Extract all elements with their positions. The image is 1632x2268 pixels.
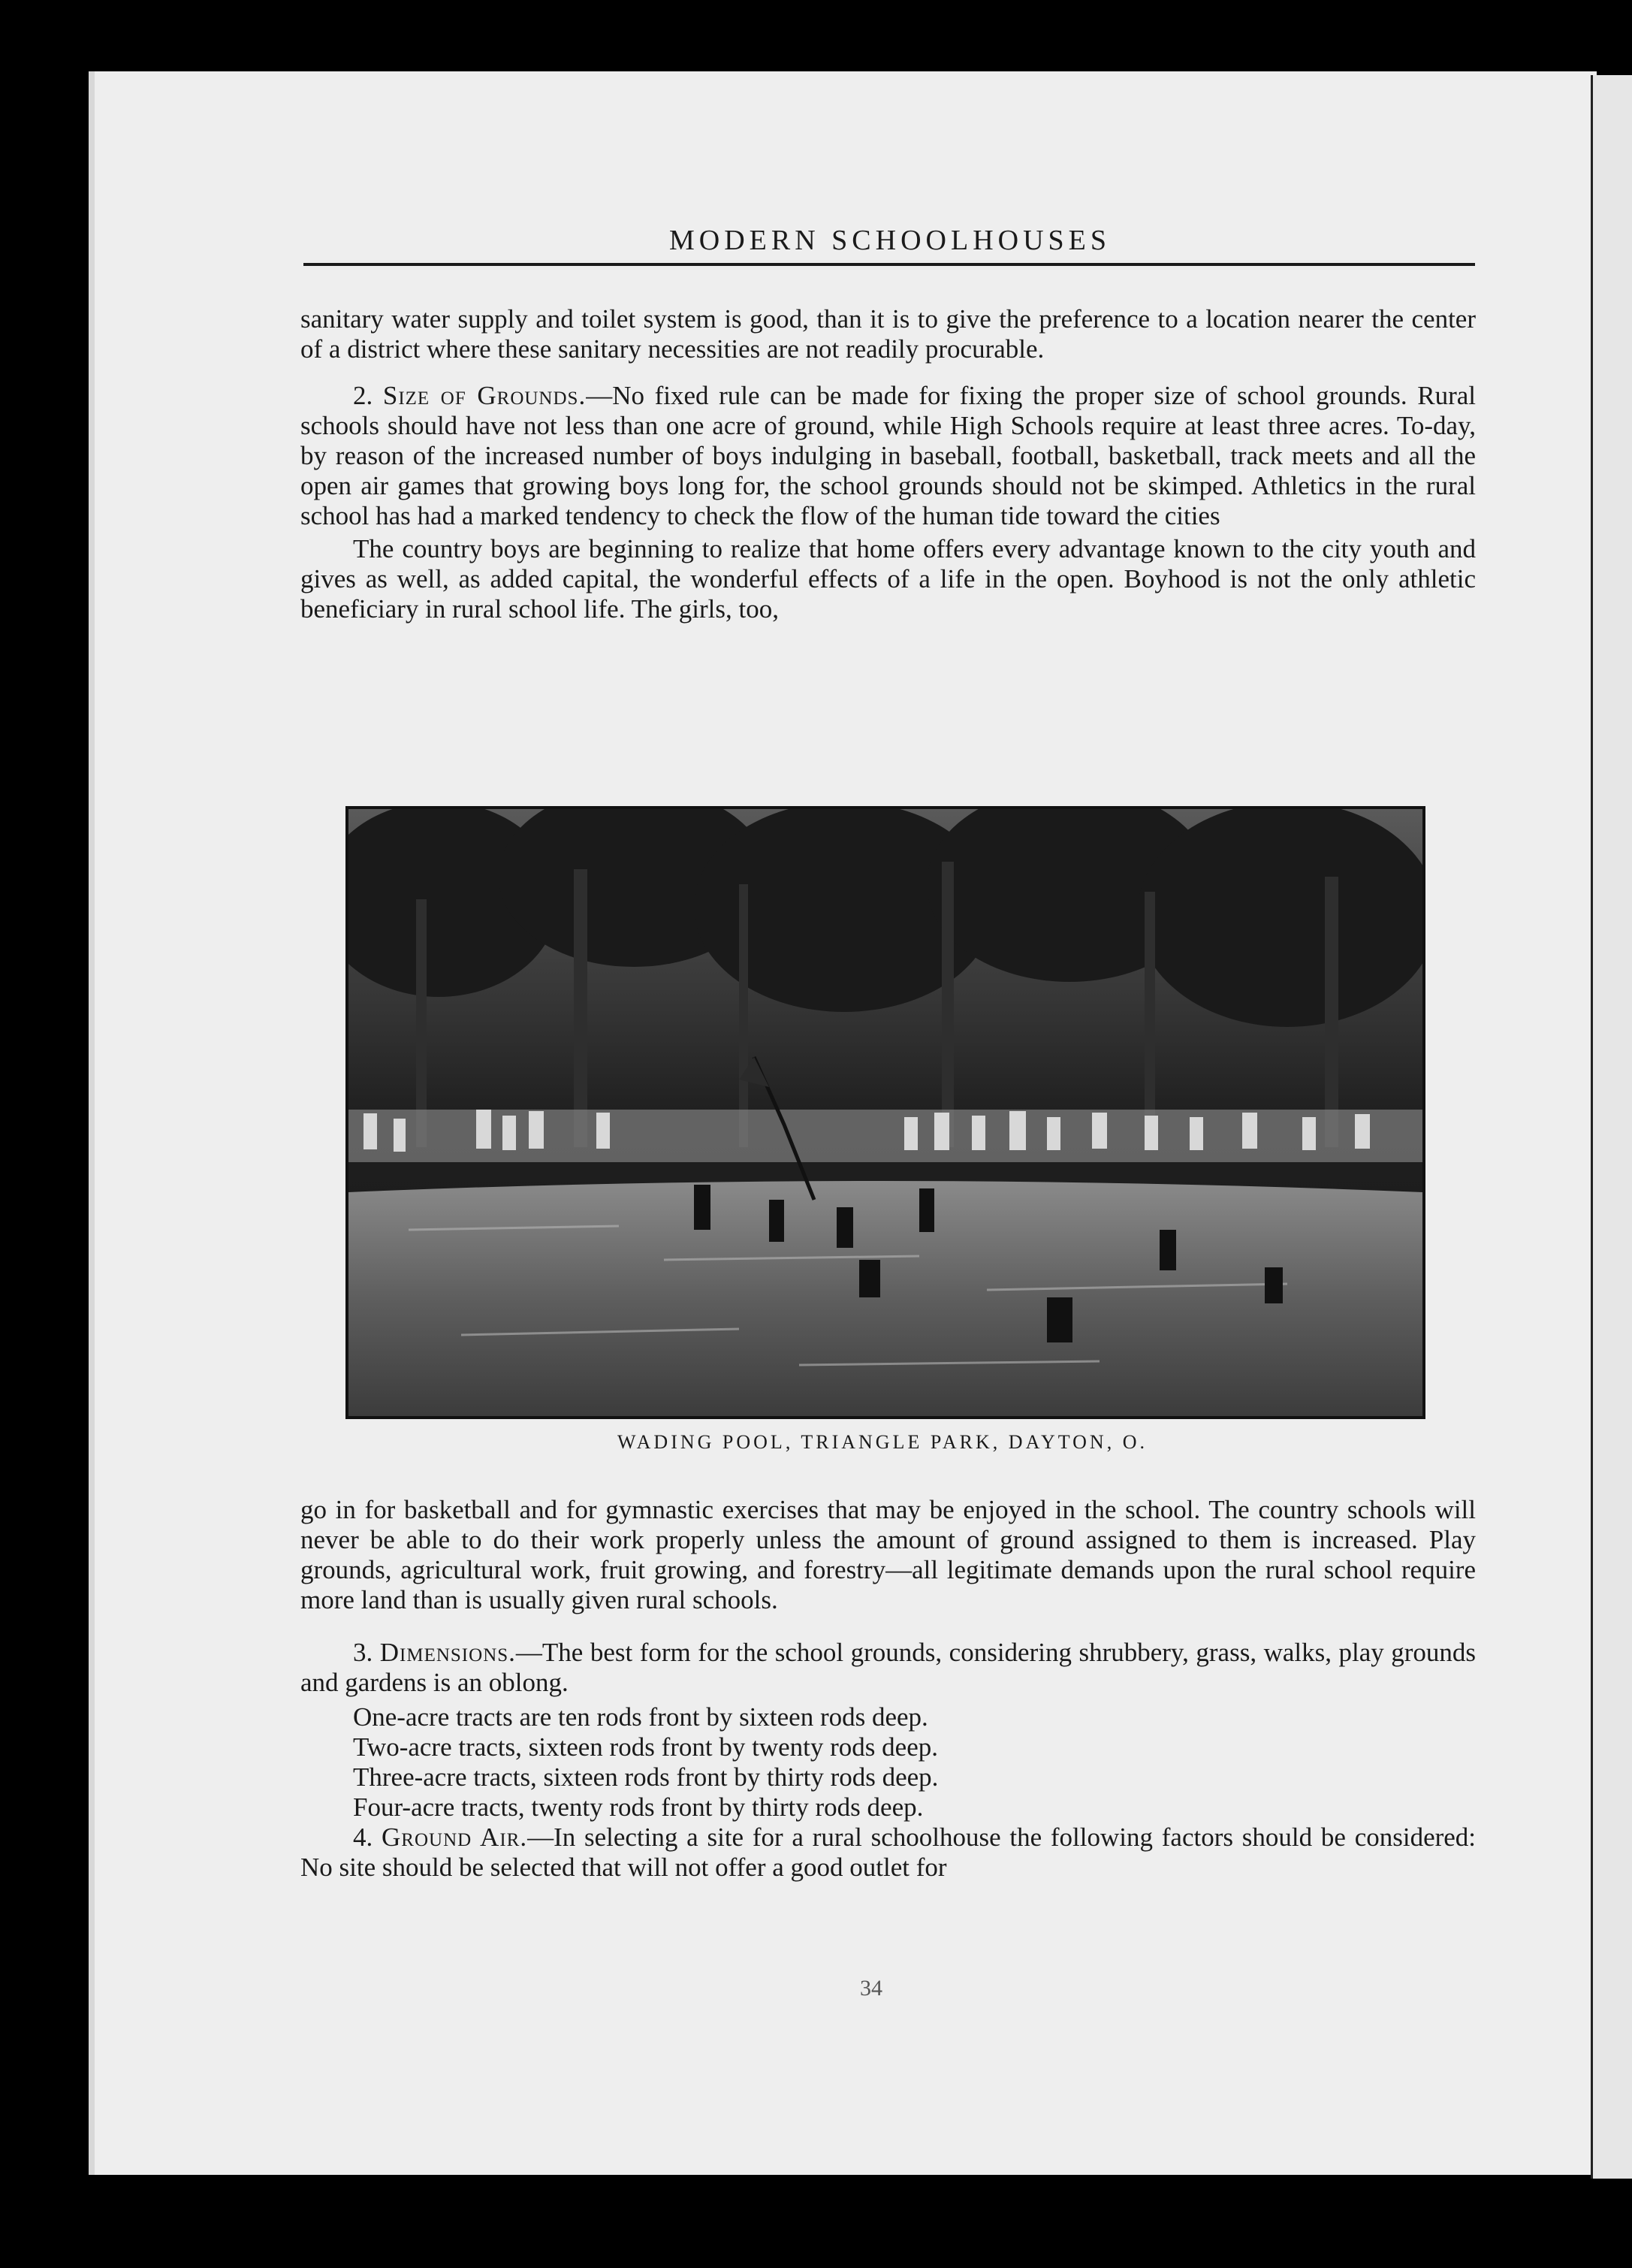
section-heading: Dimensions. [379, 1638, 516, 1667]
paragraph-continued: sanitary water supply and toilet system is good, than it is to give the preference to a location nearer the center of a district where these sanitary necessities are not readily procurable. [300, 304, 1476, 364]
section-dimensions [300, 1638, 1476, 1698]
running-head: MODERN SCHOOLHOUSES [669, 225, 1111, 256]
section-number: 3. [353, 1638, 373, 1667]
section-number: 2. [353, 381, 373, 410]
section-size-of-grounds [300, 381, 1476, 531]
text-lower [300, 1495, 1476, 1883]
page-number: 34 [860, 1976, 882, 2001]
section-ground-air [300, 1823, 1476, 1883]
tract-list [300, 1702, 1476, 1823]
tract-item: Four-acre tracts, twenty rods front by thirty rods deep. [353, 1792, 924, 1822]
photo-wading-pool [345, 806, 1425, 1419]
section-body: —The best form for the school grounds, considering shrubbery, grass, walks, play grounds and gardens is an oblong. [300, 1638, 1476, 1697]
section-heading: Size of Grounds. [382, 381, 587, 410]
photo-image [348, 809, 1422, 1416]
section-number: 4. [353, 1823, 373, 1852]
text-upper [300, 304, 1476, 624]
header-rule [303, 263, 1475, 266]
tract-item: One-acre tracts are ten rods front by sixteen rods deep. [353, 1702, 928, 1732]
paragraph-after-photo: go in for basketball and for gymnastic exercises that may be enjoyed in the school. The country schools will never be able to do their work properly unless the amount of ground assigned to them is increased. Play grounds, agricultural work, fruit growing, and forestry—all legitimate demands upon the rural school require more land than is usually given rural schools. [300, 1495, 1476, 1614]
tract-item: Two-acre tracts, sixteen rods front by twenty rods deep. [353, 1732, 938, 1762]
next-page-edge [1591, 75, 1632, 2179]
section-heading: Ground Air. [382, 1823, 528, 1852]
photo-caption: WADING POOL, TRIANGLE PARK, DAYTON, O. [617, 1431, 1148, 1453]
paragraph-country-boys: The country boys are beginning to realize that home offers every advantage known to the city youth and gives as well, as added capital, the wonderful effects of a life in the open. Boyhood is not the only athletic beneficiary in rural school life. The girls, too, [300, 534, 1476, 624]
tract-item: Three-acre tracts, sixteen rods front by thirty rods deep. [353, 1762, 939, 1792]
section-body: —No fixed rule can be made for fixing the proper size of school grounds. Rural schools should have not less than one acre of ground, while High Schools require at least three acres. To-day, by reason of the increased number of boys indulging in baseball, football, basketball, track meets and all the open air games that growing boys long for, the school grounds should not be skimped. Athletics in the rural school has had a marked tendency to check the flow of the human tide toward the cities [300, 381, 1476, 530]
section-body: —In selecting a site for a rural schoolhouse the following factors should be considered: No site should be selected that will not offer a good outlet for [300, 1823, 1477, 1882]
